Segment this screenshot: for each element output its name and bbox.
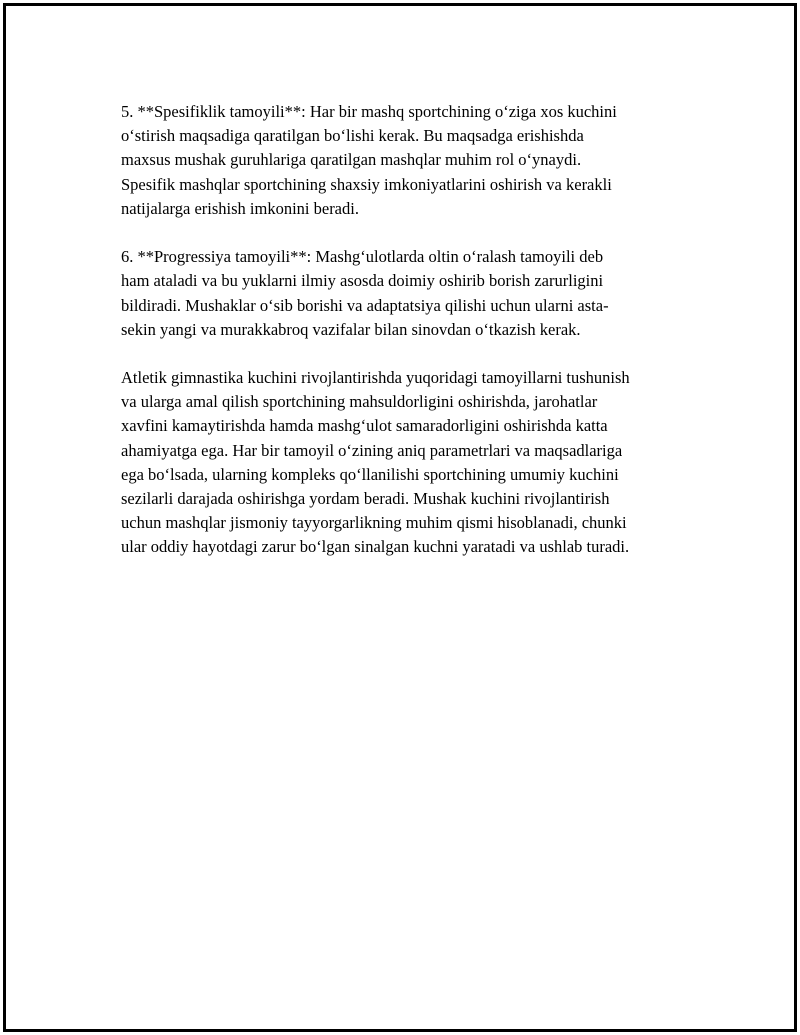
text-line: maxsus mushak guruhlariga qaratilgan mashqlar muhim rol o‘ynaydi.: [121, 150, 582, 170]
text-line: 6. **Progressiya tamoyili**: Mashg‘ulotlarda oltin o‘ralash tamoyili deb: [121, 247, 604, 267]
text-line: natijalarga erishish imkonini beradi.: [121, 198, 359, 218]
text-line: sekin yangi va murakkabroq vazifalar bilan sinovdan o‘tkazish kerak.: [121, 319, 581, 339]
paragraph-progression-principle: [121, 245, 701, 342]
text-line: ham ataladi va bu yuklarni ilmiy asosda doimiy oshirib borish zarurligini: [121, 271, 604, 291]
text-line: uchun mashqlar jismoniy tayyorgarlikning muhim qismi hisoblanadi, chunki: [121, 513, 627, 533]
text-line: xavfini kamaytirishda hamda mashg‘ulot samaradorligini oshirishda katta: [121, 416, 608, 436]
page-frame: [3, 3, 797, 1032]
text-line: ahamiyatga ega. Har bir tamoyil o‘zining aniq parametrlari va maqsadlariga: [121, 440, 623, 460]
text-line: bildiradi. Mushaklar o‘sib borishi va adaptatsiya qilishi uchun ularni asta-: [121, 295, 609, 315]
text-line: sezilarli darajada oshirishga yordam beradi. Mushak kuchini rivojlantirish: [121, 489, 610, 508]
document-body: [121, 100, 701, 584]
text-line: va ularga amal qilish sportchining mahsuldorligini oshirishda, jarohatlar: [121, 392, 598, 412]
text-line: ular oddiy hayotdagi zarur bo‘lgan sinalgan kuchni yaratadi va ushlab turadi.: [121, 537, 630, 557]
text-line: o‘stirish maqsadiga qaratilgan bo‘lishi kerak. Bu maqsadga erishishda: [121, 126, 584, 146]
text-line: 5. **Spesifiklik tamoyili**: Har bir mashq sportchining o‘ziga xos kuchini: [121, 102, 617, 121]
paragraph-specificity-principle: [121, 100, 701, 221]
text-line: ega bo‘lsada, ularning kompleks qo‘llanilishi sportchining umumiy kuchini: [121, 464, 619, 484]
paragraph-conclusion: [121, 366, 701, 560]
text-line: Spesifik mashqlar sportchining shaxsiy imkoniyatlarini oshirish va kerakli: [121, 174, 612, 194]
text-line: Atletik gimnastika kuchini rivojlantirishda yuqoridagi tamoyillarni tushunish: [121, 368, 630, 388]
